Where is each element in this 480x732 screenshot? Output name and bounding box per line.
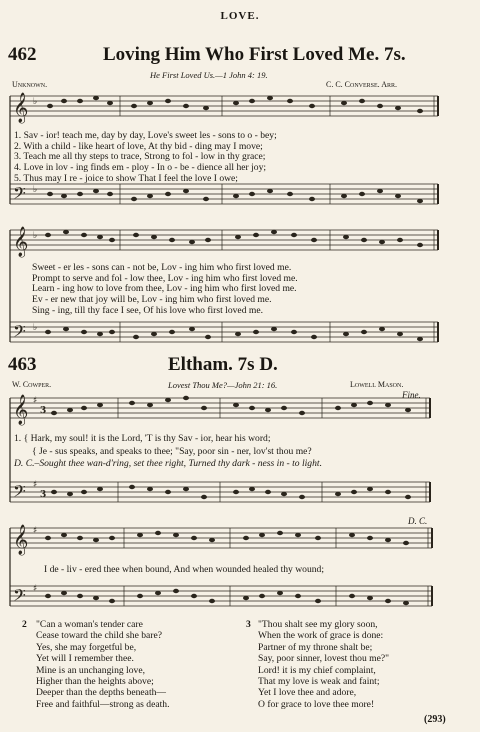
hymn-462-arranger: C. C. Converse. Arr.	[326, 80, 398, 89]
svg-text:𝄞: 𝄞	[13, 227, 29, 257]
verse-line: 4. Love in lov - ing finds em - ploy - In o - be - dience all her joy;	[14, 162, 267, 174]
stanza-3	[258, 619, 389, 710]
stanza-line: Partner of my throne shalt be;	[258, 641, 373, 653]
svg-text:𝄞: 𝄞	[13, 93, 29, 123]
hymn-462-verses-line-1	[14, 131, 277, 185]
dc-marker: D. C.	[408, 516, 428, 526]
stanza-line: Mine is an unchanging love,	[36, 664, 145, 676]
verse-line: { Je - sus speaks, and speaks to thee; "Say, poor sin - ner, lov'st thou me?	[32, 445, 312, 457]
verse-line: Sing - ing, till thy face I see, Of his love who first loved me.	[32, 304, 264, 316]
svg-text:♭: ♭	[33, 97, 38, 107]
svg-text:3: 3	[40, 490, 47, 500]
hymn-462-composer: Unknown.	[12, 80, 48, 89]
stanza-line: Free and faithful—strong as death.	[36, 698, 170, 710]
stanza-line: Say, poor sinner, lovest thou me?"	[258, 653, 390, 665]
verse-line: 1. { Hark, my soul! it is the Lord, 'T is thy Sav - ior, hear his word;	[14, 433, 271, 444]
svg-text:𝄢: 𝄢	[13, 183, 26, 207]
svg-text:𝄞: 𝄞	[13, 525, 29, 555]
svg-text:𝄢: 𝄢	[13, 321, 26, 345]
stanza-line: "Thou shalt see my glory soon,	[258, 619, 378, 630]
verse-line: 5. Thus may I re - joice to show That I feel the love I owe;	[14, 172, 238, 184]
hymn-462-verses-line-2	[32, 263, 298, 317]
verse-line: Sweet - er les - sons can - not be, Lov - ing him who first loved me.	[32, 262, 292, 273]
dc-line: D. C.–Sought thee wan-d'ring, set thee right, Turned thy dark - ness in - to light.	[14, 458, 322, 469]
hymn-463-lyrics-line-1	[14, 433, 322, 471]
stanza-2	[36, 619, 169, 710]
hymn-463-reference: Lovest Thou Me?—John 21: 16.	[168, 380, 278, 390]
stanza-line: When the work of grace is done:	[258, 630, 384, 642]
stanza-line: Yet will I remember thee.	[36, 653, 134, 665]
svg-text:𝄢: 𝄢	[13, 481, 26, 505]
verse-line: 3. Teach me all thy steps to trace, Strong to fol - low in thy grace;	[14, 151, 266, 163]
verse-line: Learn - ing how to love from thee, Lov - ing him who first loved me.	[32, 283, 297, 295]
hymn-463-title: Eltham. 7s D.	[168, 354, 278, 375]
fine-marker: Fine.	[402, 390, 421, 400]
verse-line: 1. Sav - ior! teach me, day by day, Love's sweet les - sons to o - bey;	[14, 130, 277, 141]
svg-text:♭: ♭	[33, 323, 38, 333]
stanza-line: O for grace to love thee more!	[258, 698, 375, 710]
hymn-463-composer: Lowell Mason.	[350, 380, 404, 389]
stanza-line: Deeper than the depths beneath—	[36, 687, 166, 699]
stanza-line: Yet I love thee and adore,	[258, 687, 357, 699]
verse-line: 2. With a child - like heart of love, At thy bid - ding may I move;	[14, 140, 263, 152]
stanza-line: Cease toward the child she bare?	[36, 630, 162, 642]
stanza-line: Yes, she may forgetful be,	[36, 641, 137, 653]
hymn-463-lyrics-line-2: I de - liv - ered thee when bound, And when wounded healed thy wound;	[44, 564, 325, 575]
page-number: (293)	[424, 714, 446, 725]
svg-text:♯: ♯	[33, 396, 38, 406]
svg-text:𝄢: 𝄢	[13, 585, 26, 609]
hymn-463-author: W. Cowper.	[12, 380, 52, 389]
hymn-462-title: Loving Him Who First Loved Me. 7s.	[103, 44, 406, 65]
svg-text:♭: ♭	[33, 185, 38, 195]
svg-text:𝄞: 𝄞	[13, 395, 29, 425]
svg-text:3: 3	[40, 406, 47, 416]
svg-text:♭: ♭	[33, 231, 38, 241]
stanza-2-number: 2	[22, 619, 27, 630]
hymn-462-number: 462	[8, 44, 37, 65]
svg-text:♯: ♯	[33, 584, 38, 594]
hymn-462-reference: He First Loved Us.—1 John 4: 19.	[150, 70, 268, 80]
verse-line: Prompt to serve and fol - low thee, Lov - ing him who first loved me.	[32, 272, 298, 284]
stanza-line: Higher than the heights above;	[36, 676, 154, 688]
stanza-line: That my love is weak and faint;	[258, 676, 380, 688]
stanza-line: Lord! it is my chief complaint,	[258, 664, 376, 676]
stanza-3-number: 3	[246, 619, 251, 630]
svg-text:♯: ♯	[33, 480, 38, 490]
hymn-463-number: 463	[8, 354, 37, 375]
svg-text:♯: ♯	[33, 526, 38, 536]
section-heading: LOVE.	[220, 10, 260, 22]
verse-line: Ev - er new that joy will be, Lov - ing him who first loved me.	[32, 294, 272, 306]
stanza-line: "Can a woman's tender care	[36, 619, 143, 630]
